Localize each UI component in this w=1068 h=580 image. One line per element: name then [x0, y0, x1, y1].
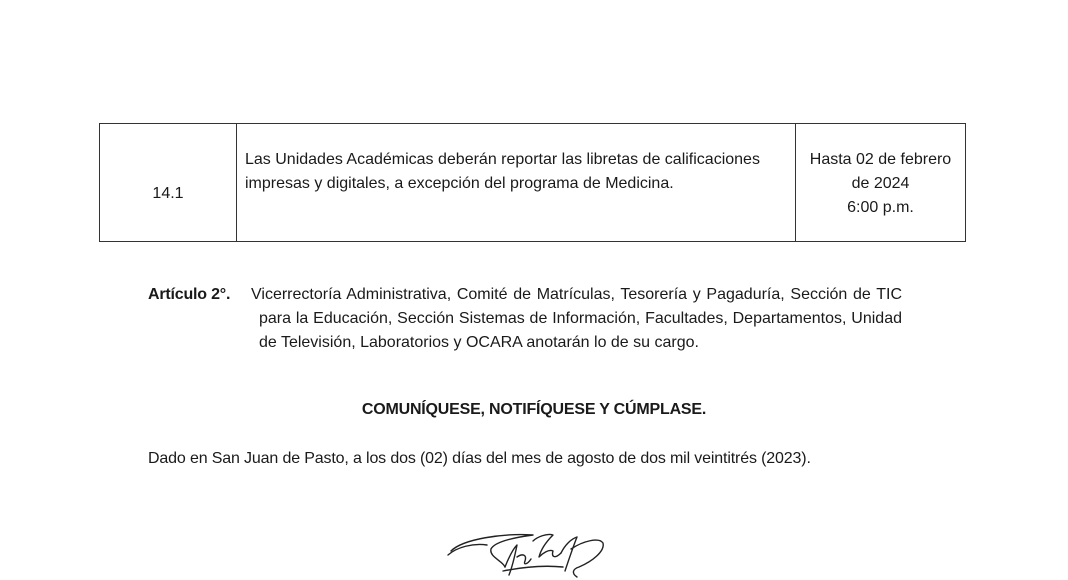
article-text: Vicerrectoría Administrativa, Comité de Matrículas, Tesorería y Pagaduría, Sección de TIC para la Educación, Sección Sistemas de Información, Facultades, Departamentos, Unidad de Televisión, Laboratorios y OCARA anotarán lo de su cargo.: [251, 286, 902, 351]
signature-icon: [443, 527, 613, 580]
table-row: [100, 124, 966, 242]
deadline-line-2: de 2024: [851, 175, 910, 192]
deadline-line-1: Hasta 02 de febrero: [809, 151, 952, 168]
deadline-line-3: 6:00 p.m.: [847, 199, 914, 216]
article-label: Artículo 2°.: [148, 286, 231, 303]
closing-statement: COMUNÍQUESE, NOTIFÍQUESE Y CÚMPLASE.: [361, 401, 707, 418]
activity-number: 14.1: [100, 124, 237, 242]
activity-deadline: [796, 124, 966, 242]
activity-description: Las Unidades Académicas deberán reportar las libretas de calificaciones impresas y digitales, a excepción del programa de Medicina.: [237, 124, 796, 242]
activities-table: [99, 123, 966, 242]
article-2: [148, 283, 902, 355]
given-at-statement: Dado en San Juan de Pasto, a los dos (02) días del mes de agosto de dos mil veintitrés (2023).: [148, 450, 811, 467]
